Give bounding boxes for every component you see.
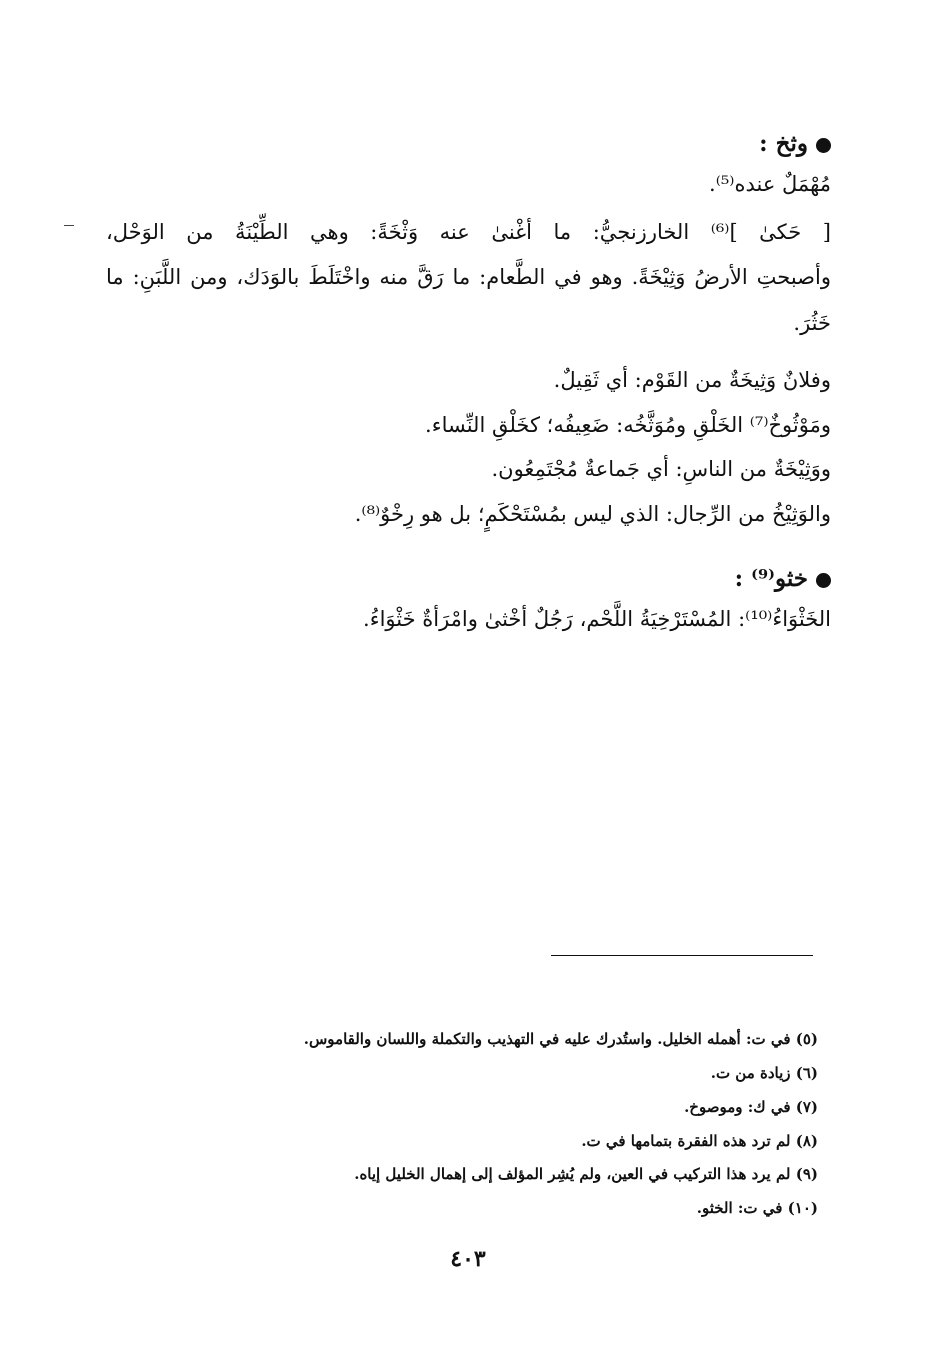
- footnote: (٥) في ت: أهمله الخليل. واستُدرك عليه في التهذيب والتكملة واللسان والقاموس.: [303, 1030, 818, 1048]
- bullet-icon: [816, 138, 831, 153]
- footnote: (١٠) في ت: الخثو.: [696, 1199, 818, 1217]
- entry-heading-text: خثو⁽⁹⁾ :: [734, 565, 808, 592]
- margin-mark: [64, 225, 74, 226]
- entry-line: والوَثِيْخُ من الرِّجال: الذي ليس بمُسْتَحْكَمٍ؛ بل هو رِخْوٌ⁽⁸⁾.: [354, 502, 831, 526]
- footnote: (٧) في ك: وموصوخ.: [684, 1098, 818, 1116]
- footnote: (٩) لم يرد هذا التركيب في العين، ولم يُشِر المؤلف إلى إهمال الخليل إياه.: [354, 1165, 818, 1183]
- entry-heading-wthkh: [759, 130, 831, 157]
- entry-line: وأصبحتِ الأرضُ وَثِيْخَةً. وهو في الطَّعام: ما رَقَّ منه واخْتَلَطَ بالوَدَك، ومن اللَّبَنِ: ما: [106, 265, 831, 289]
- entry-line: مُهْمَلٌ عنده⁽⁵⁾.: [709, 172, 831, 196]
- entry-heading-khthw: [735, 565, 831, 592]
- entry-heading-text: وثخ :: [759, 130, 808, 157]
- footnote-separator: [551, 955, 813, 956]
- entry-line: وفلانٌ وَثِيخَةٌ من القَوْم: أي ثَقِيلٌ.: [553, 368, 831, 392]
- footnote: (٦) زيادة من ت.: [710, 1064, 818, 1082]
- entry-line: ومَوْثُوخٌ⁽⁷⁾ الخَلْقِ ومُوَثَّخُه: ضَعِيفُه؛ كخَلْقِ النِّساء.: [425, 413, 831, 437]
- page-number: ٤٠٣: [450, 1246, 486, 1272]
- entry-line: [ حَكىٰ ]⁽⁶⁾ الخارزنجيُّ: ما أغْنىٰ عنه وَثْخَةً: وهي الطِّيْنَةُ من الوَحْل،: [106, 220, 831, 244]
- footnote: (٨) لم ترد هذه الفقرة بتمامها في ت.: [581, 1132, 818, 1150]
- entry-line: ووَثِيْخَةٌ من الناسِ: أي جَماعةٌ مُجْتَمِعُون.: [491, 457, 831, 481]
- entry-line: الخَثْوَاءُ⁽¹⁰⁾: المُسْتَرْخِيَةُ اللَّحْم، رَجُلٌ أخْثىٰ وامْرَأةٌ خَثْوَاءُ.: [363, 607, 831, 631]
- entry-line: خَثُرَ.: [793, 311, 831, 335]
- bullet-icon: [816, 573, 831, 588]
